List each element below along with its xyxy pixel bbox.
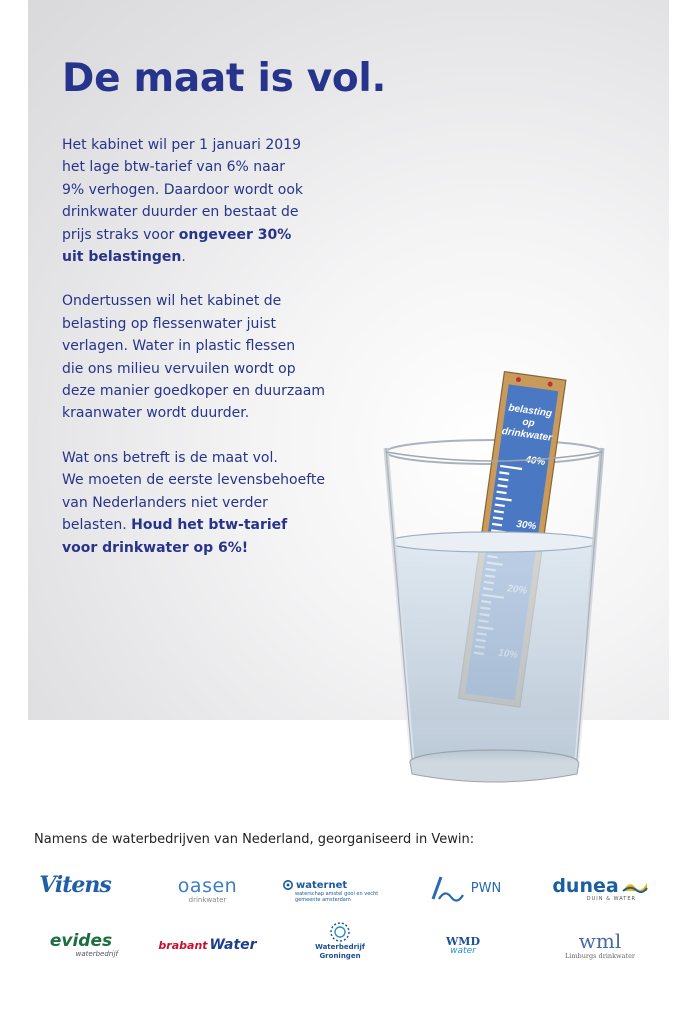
text-line: Ondertussen wil het kabinet de [62,293,282,310]
gauge-tick [494,511,504,512]
wml-wordmark: wml [578,929,622,953]
text-line: van Nederlanders niet verder [62,494,268,511]
brabant-water-logo [150,930,265,960]
text-line [62,537,362,559]
paragraph-2 [62,290,362,424]
text-line: verlagen. Water in plastic flessen [62,338,296,355]
dunea-logo [550,873,650,905]
gauge-title-3: drinkwater [501,425,553,444]
sponsor-line: Namens de waterbedrijven van Nederland, georganiseerd in Vewin: [34,832,475,847]
bold-text: uit belastingen [62,249,182,266]
gauge-tick [498,479,508,480]
waternet-wordmark: waternet [296,879,348,891]
gauge-mark-40: 40% [524,454,546,469]
water-glass-illustration [372,370,622,815]
text-line: deze manier goedkoper en duurzaam [62,383,326,400]
waternet-subtitle-1: waterschap amstel gooi en vecht [295,890,379,897]
text-line: die ons milieu vervuilen wordt op [62,360,296,377]
waternet-logo [283,876,403,906]
oasen-wordmark: oasen [177,874,238,897]
paragraph-3 [62,447,362,559]
wmd-water-logo [428,928,498,964]
text-line: Wat ons betreft is de maat vol. [62,449,278,466]
gauge-tick [495,505,505,506]
evides-logo [36,925,126,965]
waternet-icon [283,880,293,890]
dunea-subtitle: DUIN & WATER [586,896,636,902]
gauge-tick [497,492,507,493]
body-text [62,134,362,581]
text-line: het lage btw-tarief van 6% naar [62,159,286,176]
text-run: . [181,249,186,266]
gauge-mark-30: 30% [515,518,537,533]
gauge-title-2: op [521,416,536,430]
waternet-row [283,880,347,891]
groningen-line-2: Groningen [319,952,361,960]
gauge-tick [499,472,509,473]
oasen-subtitle: drinkwater [188,895,227,904]
text-run: belasten. [62,517,132,534]
text-line [62,246,362,268]
brabant-wordmark: brabant [158,938,208,952]
wml-logo [555,925,645,965]
bold-text: ongeveer 30% [178,226,292,243]
bold-text: voor drinkwater op 6%! [62,539,249,556]
text-line: Het kabinet wil per 1 januari 2019 [62,137,301,153]
evides-wordmark: evides [49,931,113,951]
paragraph-1 [62,134,362,268]
gauge-title-1: belasting [507,402,553,420]
pwn-wave-icon [429,873,469,903]
pwn-wordmark: PWN [470,880,502,896]
bold-text: Houd het btw-tarief [131,517,288,534]
water-wordmark: Water [209,937,257,953]
gauge-tick [498,485,508,486]
groningen-drop-icon [327,921,353,943]
vitens-wordmark: Vitens [39,872,111,898]
evides-subtitle: waterbedrijf [75,950,118,958]
text-run: prijs straks voor [62,226,179,243]
gauge-tick [493,517,503,518]
groningen-line-1: Waterbedrijf [315,943,365,951]
oasen-logo [160,875,255,905]
gauge-tick [492,524,502,525]
headline: De maat is vol. [62,56,386,101]
wml-subtitle: Limburgs drinkwater [564,952,636,960]
text-line: belasting op flessenwater juist [62,315,277,332]
text-line: drinkwater duurder en bestaat de [62,204,299,221]
text-line: 9% verhogen. Daardoor wordt ook [62,181,304,198]
dunea-wave-icon [622,879,648,893]
text-line [62,514,362,536]
text-line: We moeten de eerste levensbehoefte [62,472,326,489]
dunea-wordmark: dunea [552,875,619,897]
wmd-wordmark: WMD [445,935,481,948]
pwn-logo [425,870,505,906]
text-line: kraanwater wordt duurder. [62,405,250,422]
text-line [62,224,362,246]
wmd-subtitle: water [450,946,476,956]
vitens-logo [30,865,120,905]
waterbedrijf-groningen-logo [300,915,380,967]
dunea-row [552,876,647,896]
waternet-subtitle-2: gemeente amsterdam [295,896,351,903]
